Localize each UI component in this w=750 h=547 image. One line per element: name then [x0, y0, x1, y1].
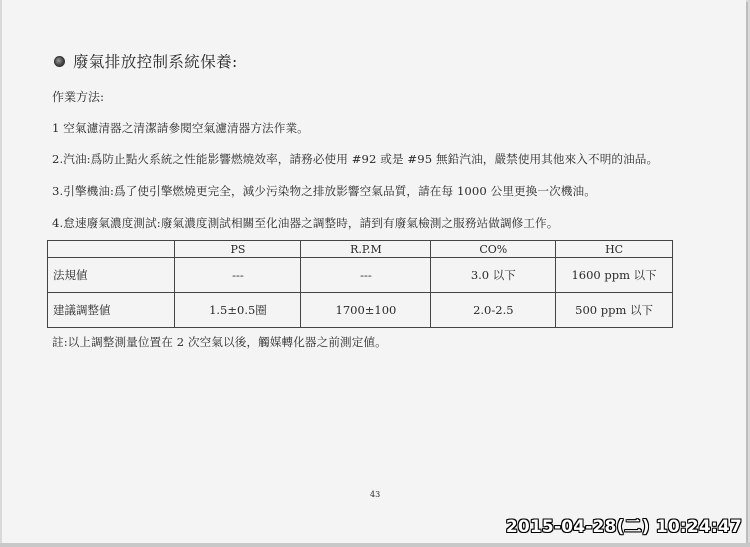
table-row: [48, 258, 673, 293]
table-cell: 500 ppm 以下: [556, 293, 673, 328]
footnote: 註:以上調整測量位置在 2 次空氣以後，觸媒轉化器之前測定値。: [52, 335, 387, 349]
table-cell: 1600 ppm 以下: [556, 258, 673, 293]
manual-page: [2, 0, 746, 543]
table-cell: ---: [301, 258, 431, 293]
header-cell-hc: HC: [556, 241, 673, 258]
table-header-row: [48, 241, 673, 258]
table-cell: 1700±100: [301, 293, 431, 328]
bullet-circle-icon: [54, 56, 65, 67]
table-cell: 3.0 以下: [431, 258, 556, 293]
table-cell: ---: [175, 258, 301, 293]
emission-spec-table: [47, 240, 673, 328]
header-cell-co: CO%: [431, 241, 556, 258]
method-label: 作業方法:: [52, 90, 105, 104]
page-number: 43: [370, 490, 381, 499]
table-cell: 2.0-2.5: [431, 293, 556, 328]
section-heading-text: 廢氣排放控制系統保養:: [73, 53, 238, 71]
header-cell-ps: PS: [175, 241, 301, 258]
header-cell-rpm: R.P.M: [301, 241, 431, 258]
header-cell-blank: [48, 241, 175, 258]
section-heading: [54, 50, 238, 72]
table-row: [48, 293, 673, 328]
scan-timestamp: 2015-04-28(二) 10:24:47: [505, 517, 742, 537]
instruction-item-air-filter: 1 空氣濾清器之清潔請參閱空氣濾清器方法作業。: [52, 121, 309, 135]
instruction-item-engine-oil: 3.引擎機油:爲了使引擎燃燒更完全，減少污染物之排放影響空氣品質，請在每 1000 公里更換一次機油。: [52, 184, 596, 198]
row-label-recommended: 建議調整値: [48, 293, 175, 328]
instruction-item-gasoline: 2.汽油:爲防止點火系統之性能影響燃燒效率，請務必使用 #92 或是 #95 無鉛汽油，嚴禁使用其他來入不明的油品。: [52, 152, 659, 166]
instruction-item-idle-emission-test: 4.怠速廢氣濃度測試:廢氣濃度測試相關至化油器之調整時，請到有廢氣檢測之服務站做調修工作。: [52, 216, 559, 230]
row-label-regulation: 法規値: [48, 258, 175, 293]
table-cell: 1.5±0.5圈: [175, 293, 301, 328]
page-bottom-edge: [0, 543, 750, 547]
